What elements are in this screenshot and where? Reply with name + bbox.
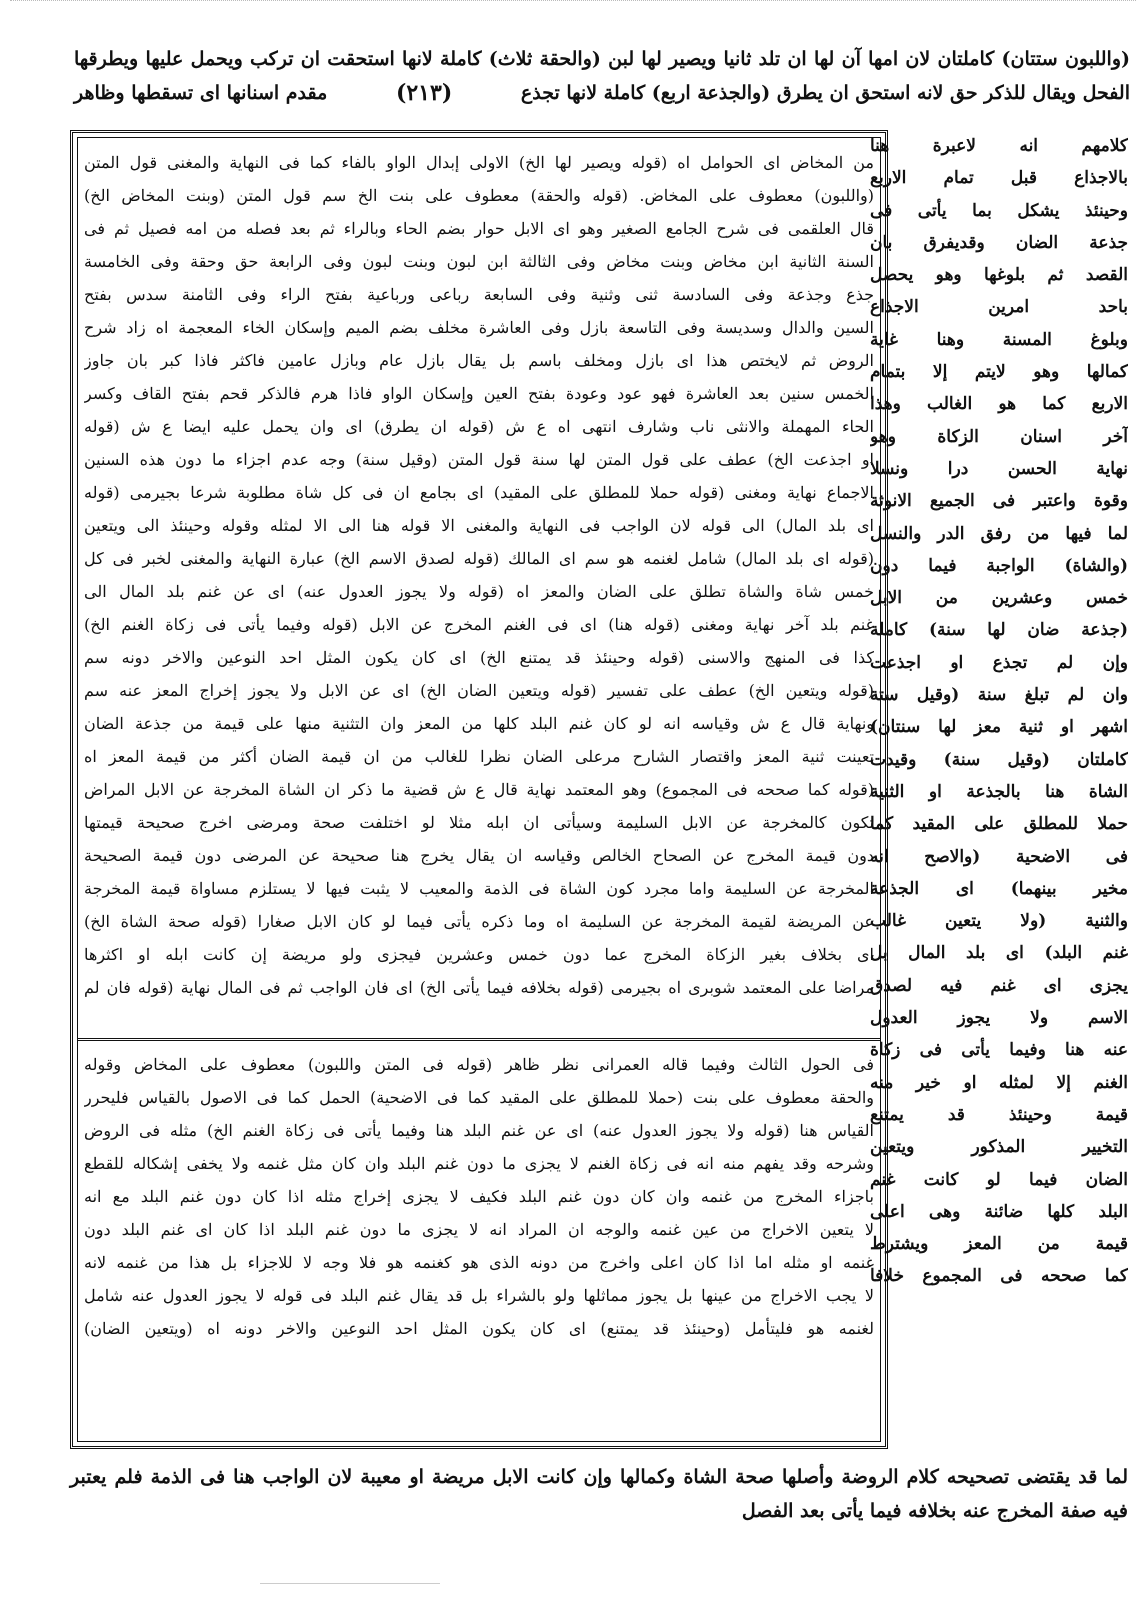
main-text-line: اشهر او ثنية معز لها سنتان)	[870, 717, 1128, 738]
main-text-line: كما صححه فى المجموع خلافا	[870, 1266, 1128, 1287]
header-line-1: (واللبون ستتان) كاملتان لان امها آن لها ان تلد ثانيا ويصير لها لبن (والحقة ثلاث) كاملة لانها استحقت ان تركب ويحمل عليها ويطرقها	[74, 48, 1130, 70]
commentary-divider	[78, 1038, 880, 1046]
commentary-line: (قوله ويتعين الخ) عطف على تفسير (قوله ويتعين الضان الخ) اى عن الابل ولا يجوز إخراج المعز عنه سم	[84, 681, 874, 700]
main-text-line: (جذعة ضان لها سنة) كاملة	[870, 620, 1128, 641]
commentary-line: غنم بلد آخر نهاية ومغنى (قوله هنا) اى فى الغنم المخرج عن الابل (قوله وفيما يأتى فى زكاة الغنم الخ)	[84, 615, 874, 634]
main-text-line: عنه هنا وفيما يأتى فى زكاة	[870, 1040, 1128, 1061]
commentary-line: القياس هنا (قوله ولا يجوز العدول عنه) اى عن غنم البلد هنا وفيما يأتى فى زكاة الغنم الخ) مثله فى الروض	[84, 1121, 874, 1140]
header-line-2-right: الفحل ويقال للذكر حق لانه استحق ان يطرق (والجذعة اربع) كاملة لانها تجذع	[520, 82, 1130, 104]
commentary-line: من المخاض اى الحوامل اه (قوله ويصير لها الخ) الاولى إبدال الواو بالفاء كما فى النهاية والمغنى قول المتن	[84, 153, 874, 172]
main-text-line: نهاية الحسن درا ونسلا	[870, 458, 1128, 479]
main-text-column	[870, 130, 1128, 1486]
main-text-line: البلد كلها ضائنة وهى اعلى	[870, 1201, 1128, 1222]
main-text-line: وحينئذ يشكل بما يأتى فى	[870, 200, 1128, 221]
commentary-lower	[84, 1048, 874, 1440]
main-text-line: قيمة وحينئذ قد يمتنع	[870, 1104, 1128, 1125]
commentary-line: (واللبون) معطوف على المخاض. (قوله والحقة) معطوف على بنت الخ سم قول المتن (وبنت المخاض الخ)	[84, 186, 874, 205]
main-text-line: فى الاضحية (والاصح انه	[870, 846, 1128, 867]
commentary-line: عن المريضة لقيمة المخرجة عن السليمة اه وما ذكره يأتى فيما لو كان الابل صغارا (قوله صحة الشاة الخ)	[84, 912, 874, 931]
commentary-line: (قوله كما صححه فى المجموع) وهو المعتمد نهاية قال ع ش قضية ما ذكر ان الشاة المخرجة عن الابل المراض	[84, 780, 874, 799]
commentary-line: تكون كالمخرجة عن الابل السليمة وسيأتى ان ابله مثلا لو اختلفت صحة ومرضى اخرج صحيحة قيمتها	[84, 813, 874, 832]
commentary-line: اى بخلاف بغير الزكاة المخرج عما دون خمس وعشرين فيجزى ولو مريضة إن كانت ابله او اكثرها	[84, 945, 874, 964]
commentary-line: او اجذعت الخ) عطف على قول المتن لها سنة قول المتن (وقيل سنة) وجه عدم اجزاء ما دون هذه السنين	[84, 450, 874, 469]
main-text-line: الاسم ولا يجوز العدول	[870, 1008, 1128, 1029]
commentary-line: والحقة معطوف على بنت (حملا للمطلق على المقيد كما فى الاضحية) الحمل كما فى الاصول بالقياس فليحرر	[84, 1088, 874, 1107]
page-number: (٢١٣)	[395, 80, 453, 106]
main-text-line: آخر اسنان الزكاة وهو	[870, 426, 1128, 447]
commentary-line: الحاء المهملة والانثى ناب وشارف انتهى اه ع ش (قوله ان يطرق) اى وان يحمل عليه ايضا ع ش (قوله	[84, 417, 874, 436]
commentary-line: غنمه او مثله اما اذا كان اعلى واخرج من دونه الذى هو كغنمه هو فلا وجه لا للاجزاء بل هذا من غنمه لانه	[84, 1253, 874, 1272]
commentary-line: ونهاية قال ع ش وقياسه انه لو كان غنم البلد كلها من المعز وان التثنية منها على قيمة من جذعة الضان	[84, 714, 874, 733]
page-header	[74, 42, 1130, 134]
commentary-line: وشرحه وقد يفهم منه انه فى زكاة الغنم لا يجزى ما دون غنم البلد وان كان مثل غنمه ولا يخفى إشكاله للقطع	[84, 1154, 874, 1173]
commentary-frame-inner	[77, 137, 881, 1442]
commentary-line: كذا فى المنهج والاسنى (قوله وحينئذ قد يمتنع الخ) اى كان يكون المثل احد النوعين والاخر دونه سم	[84, 648, 874, 667]
main-text-line: الشاة هنا بالجذعة او الثنية	[870, 781, 1128, 802]
main-text-line: مخير بينهما) اى الجذعة	[870, 878, 1128, 899]
main-text-line: الاربع كما هو الغالب وهذا	[870, 394, 1128, 415]
commentary-line: لغنمه هو فليتأمل (وحينئذ قد يمتنع) اى كان يكون المثل احد النوعين والاخر دونه اه (ويتعين الضان)	[84, 1319, 874, 1338]
commentary-line: السين والدال وسديسة وفى التاسعة بازل وفى العاشرة مخلف بضم الميم وإسكان الخاء المعجمة اه زاد شرح	[84, 318, 874, 337]
main-text-line: وان لم تبلغ سنة (وقيل ستة	[870, 685, 1128, 706]
top-rule	[10, 0, 1136, 11]
main-text-line: وقوة واعتبر فى الجميع الانوثة	[870, 491, 1128, 512]
main-text-line: خمس وعشرين من الابل	[870, 588, 1128, 609]
main-text-line: (والشاة) الواجبة فيما دون	[870, 555, 1128, 576]
main-text-line: جذعة الضان وقديفرق بان	[870, 232, 1128, 253]
main-text-line: وبلوغ المسنة وهنا غاية	[870, 329, 1128, 350]
commentary-line: باجزاء المخرج من غنمه وان كان دون غنم البلد فكيف لا يجزى إخراج مثله اذا كان دون غنم البلد مع انه	[84, 1187, 874, 1206]
main-text-line: كمالها وهو لايتم إلا بتمام	[870, 362, 1128, 383]
commentary-line: السنة الثانية ابن مخاض وبنت مخاض وفى الثالثة ابن لبون وبنت لبون وفى الرابعة حق وحقة وفى الخامسة	[84, 252, 874, 271]
commentary-line: الخمس سنين بعد العاشرة فهو عود وعودة بفتح العين وإسكان الواو فاذا هرم فالذكر قحم بفتح القاف وكسر	[84, 384, 874, 403]
main-text-line: لما فيها من رفق الدر والنسل	[870, 523, 1128, 544]
commentary-line: اى بلد المال) الى قوله لان الواجب فى النهاية والمغنى الا قوله هنا الى الا لمثله وقوله وحينئذ الى ويتعين	[84, 516, 874, 535]
commentary-line: الاجماع نهاية ومغنى (قوله حملا للمطلق على المقيد) اى بجامع ان فى كل شاة مطلوبة شرعا بجيرمى (قوله	[84, 483, 874, 502]
footer-line-2: فيه صفة المخرج عنه بخلافه فيما يأتى بعد الفصل	[741, 1500, 1128, 1522]
footer-line-1: لما قد يقتضى تصحيحه كلام الروضة وأصلها صحة الشاة وكمالها وإن كانت الابل مريضة او معيبة لان الواجب هنا فى الذمة فلم يعتبر	[70, 1466, 1128, 1488]
commentary-line: دون قيمة المخرج عن الصحاح الخالص وقياسه ان يقال يخرج هنا صحيحة عن المرضى دون قيمة الصحيحة	[84, 846, 874, 865]
commentary-line: الروض ثم لايختص هذا اى بازل ومخلف باسم بل يقال بازل عام وبازل عامين فاكثر فاذا كبر بان جاوز	[84, 351, 874, 370]
main-text-line: القصد ثم بلوغها وهو يحصل	[870, 265, 1128, 286]
main-text-line: بالاجذاع قبل تمام الاربع	[870, 168, 1128, 189]
commentary-line: تعينت ثنية المعز واقتصار الشارح مرعلى الضان نظرا للغالب من ان قيمة الضان أكثر من قيمة المعز اه	[84, 747, 874, 766]
main-text-line: يجزى اى غنم فيه لصدق	[870, 975, 1128, 996]
commentary-line: (قوله اى بلد المال) شامل لغنمه هو سم اى المالك (قوله لصدق الاسم الخ) عبارة النهاية والمغنى لخبر فى كل	[84, 549, 874, 568]
commentary-line: لا يجب الاخراج من عينها بل يجوز مماثلها ولو بالشراء بل قد يقال غنم البلد فى قوله لا يجوز العدول عنه شامل	[84, 1286, 874, 1305]
header-line-2-left: مقدم اسنانها اى تسقطها وظاهر	[74, 82, 328, 104]
commentary-line: المخرجة عن السليمة واما مجرد كون الشاة فى الذمة والمعيب لا يثبت فيها لا يستلزم مساواة قيمة المخرجة	[84, 879, 874, 898]
main-text-line: وإن لم تجذع او اجذعت	[870, 652, 1128, 673]
commentary-line: جذع وجذعة وفى السادسة ثنى وثنية وفى السابعة رباعى ورباعية بفتح الراء وفى الثامنة سدس بفتح	[84, 285, 874, 304]
main-text-line: كاملتان (وقيل سنة) وقيدت	[870, 749, 1128, 770]
commentary-line: مراضا على المعتمد شوبرى اه بجيرمى (قوله بخلافه فيما يأتى الخ) اى فان الواجب ثم فى المال نهاية (قوله فان لم	[84, 978, 874, 997]
main-text-line: الغنم إلا لمثله او خير منه	[870, 1072, 1128, 1093]
commentary-frame	[70, 130, 888, 1449]
main-text-line: حملا للمطلق على المقيد كما	[870, 814, 1128, 835]
commentary-upper	[84, 146, 874, 1031]
main-text-line: والثنية (ولا يتعين غالب	[870, 911, 1128, 932]
main-text-line: باحد امرين الاجذاع	[870, 297, 1128, 318]
commentary-line: لا يتعين الاخراج من عين غنمه والوجه ان المراد انه لا يجزى ما دون غنم البلد اذا كان اى غنم البلد دون	[84, 1220, 874, 1239]
main-text-line: التخيير المذكور ويتعين	[870, 1137, 1128, 1158]
commentary-line: خمس شاة والشاة تطلق على الضان والمعز اه (قوله ولا يجوز العدول عنه) اى عن غنم بلد المال الى	[84, 582, 874, 601]
commentary-line: قال العلقمى فى شرح الجامع الصغير وهو اى الابل حوار بضم الحاء وبالراء ثم بعد فصله من امه فصيل ثم فى	[84, 219, 874, 238]
main-text-line: الضان فيما لو كانت غنم	[870, 1169, 1128, 1190]
main-text-line: قيمة من المعز ويشترط	[870, 1234, 1128, 1255]
commentary-line: فى الحول الثالث وفيما قاله العمرانى نظر ظاهر (قوله فى المتن واللبون) معطوف على المخاض وقوله	[84, 1055, 874, 1074]
page-footer	[70, 1460, 1128, 1528]
bottom-rule	[260, 1583, 440, 1584]
main-text-line: غنم البلد) اى بلد المال بل	[870, 943, 1128, 964]
header-line-2	[74, 76, 1130, 110]
main-text-line: كلامهم انه لاعبرة هنا	[870, 136, 1128, 156]
